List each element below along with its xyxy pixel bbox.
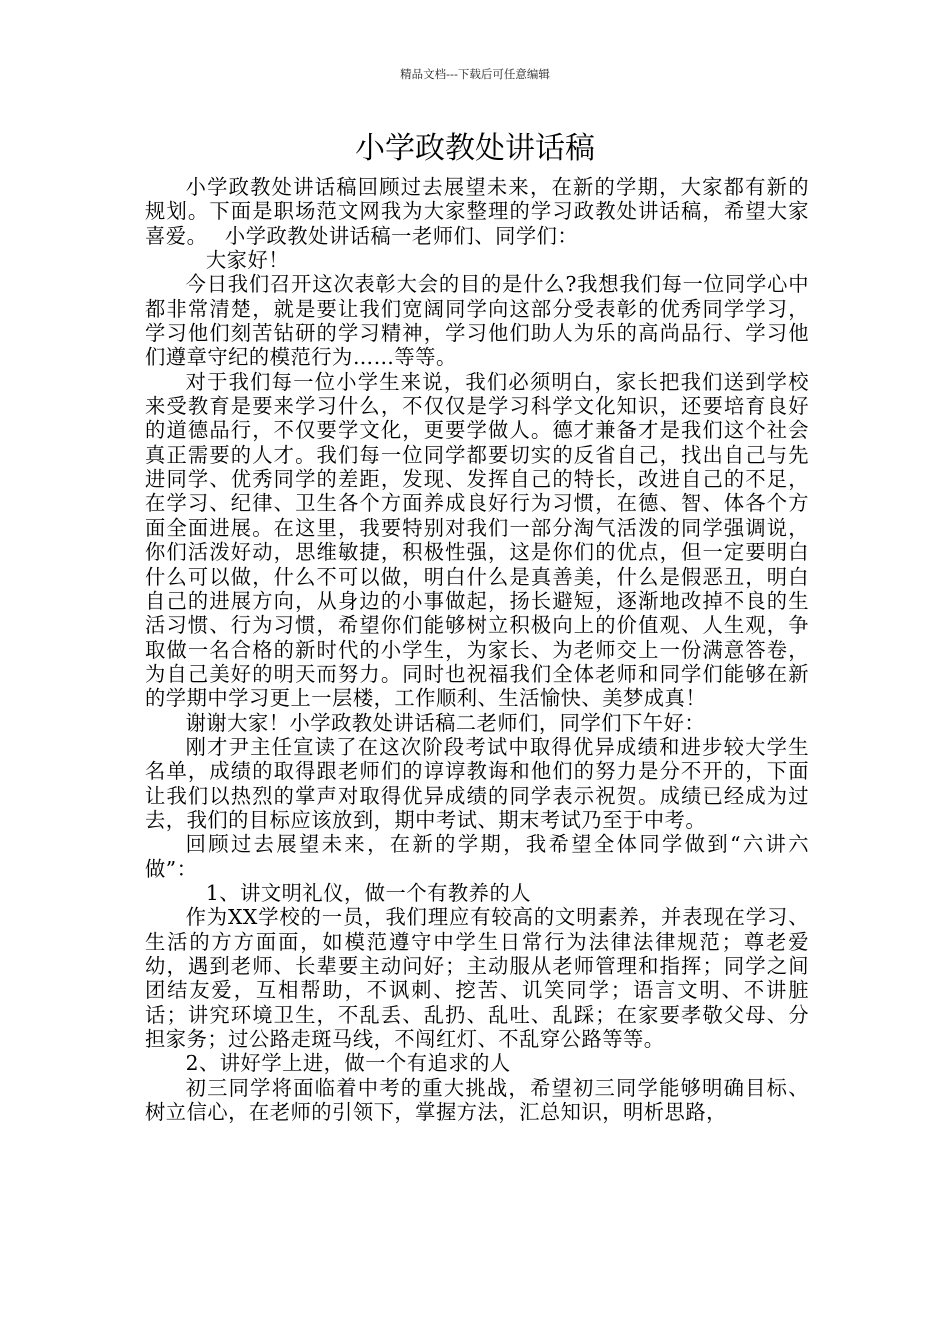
header-note: 精品文档---下载后可任意编辑: [400, 67, 550, 81]
paragraph-heading-2: 2、讲好学上进，做一个有追求的人: [185, 1051, 511, 1076]
paragraph-results: 刚才尹主任宣读了在这次阶段考试中取得优异成绩和进步较大学生名单，成绩的取得跟老师们的谆谆教诲和他们的努力是分不开的，下面让我们以热烈的掌声对取得优异成绩的同学表示祝贺。成绩已经成为过去，我们的目标应该放到，期中考试、期末考试乃至于中考。: [145, 734, 809, 832]
paragraph-students: 对于我们每一位小学生来说，我们必须明白，家长把我们送到学校来受教育是要来学习什么，不仅仅是学习科学文化知识，还要培育良好的道德品行，不仅要学文化，更要学做人。德才兼备才是我们这个社会真正需要的人才。我们每一位同学都要切实的反省自己，找出自己与先进同学、优秀同学的差距，发现、发挥自己的特长，改进自己的不足，在学习、纪律、卫生各个方面养成良好行为习惯，在德、智、体各个方面全面进展。在这里，我要特别对我们一部分淘气活泼的同学强调说，你们活泼好动，思维敏捷，积极性强，这是你们的优点，但一定要明白什么可以做，什么不可以做，明白什么是真善美，什么是假恶丑，明白自己的进展方向，从身边的小事做起，扬长避短，逐渐地改掉不良的生活习惯、行为习惯，希望你们能够树立积极向上的价值观、人生观，争取做一名合格的新时代的小学生，为家长、为老师交上一份满意答卷，为自己美好的明天而努力。同时也祝福我们全体老师和同学们能够在新的学期中学习更上一层楼，工作顺利、生活愉快、美梦成真！: [145, 369, 809, 711]
paragraph-thanks: 谢谢大家！小学政教处讲话稿二老师们，同学们下午好：: [185, 710, 706, 735]
paragraph-grade-nine: 初三同学将面临着中考的重大挑战，希望初三同学能够明确目标、树立信心，在老师的引领下，掌握方法，汇总知识，明析思路，: [145, 1075, 809, 1125]
paragraph-review: 回顾过去展望未来，在新的学期，我希望全体同学做到“六讲六做”：: [145, 832, 809, 881]
paragraph-intro: 小学政教处讲话稿回顾过去展望未来，在新的学期，大家都有新的规划。下面是职场范文网我为大家整理的学习政教处讲话稿，希望大家喜爱。 小学政教处讲话稿一老师们、同学们：: [145, 175, 809, 248]
paragraph-purpose: 今日我们召开这次表彰大会的目的是什么?我想我们每一位同学心中都非常清楚，就是要让我们宽阔同学向这部分受表彰的优秀同学学习，学习他们刻苦钻研的学习精神，学习他们助人为乐的高尚品行、学习他们遵章守纪的模范行为……等等。: [145, 272, 809, 370]
document-body: [145, 175, 809, 1124]
paragraph-greeting: 大家好！: [205, 248, 290, 273]
document-title: 小学政教处讲话稿: [355, 131, 595, 166]
paragraph-etiquette: 作为XX学校的一员，我们理应有较高的文明素养，并表现在学习、生活的方方面面，如模范遵守中学生日常行为法律法律规范；尊老爱幼，遇到老师、长辈要主动问好；主动服从老师管理和指挥；同学之间团结友爱，互相帮助，不讽刺、挖苦、讥笑同学；语言文明、不讲脏话；讲究环境卫生，不乱丢、乱扔、乱吐、乱踩；在家要孝敬父母、分担家务；过公路走斑马线，不闯红灯、不乱穿公路等等。: [145, 905, 809, 1052]
paragraph-heading-1: 1、讲文明礼仪，做一个有教养的人: [205, 880, 532, 905]
